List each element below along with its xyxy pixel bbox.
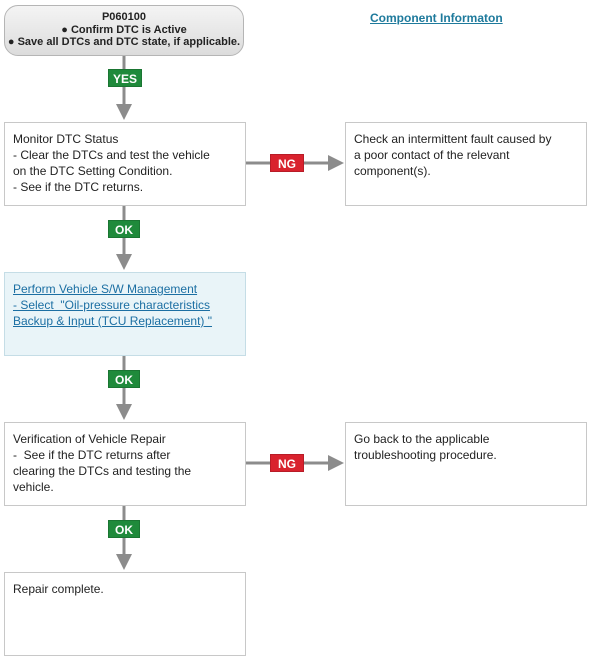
go-back-box [345,422,587,506]
arrowhead-start-monitor [116,104,132,120]
sw-management-line-1[interactable]: - Select "Oil-pressure characteristics [13,298,210,312]
go-back-line-1: Go back to the applicable [354,432,490,446]
monitor-title: Monitor DTC Status [13,132,119,146]
intermittent-line-3: component(s). [354,164,431,178]
intermittent-line-1: Check an intermittent fault caused by [354,132,552,146]
dtc-code: P060100 [101,11,147,23]
verification-line-2: clearing the DTCs and testing the [13,464,192,478]
repair-complete-box [4,572,246,656]
start-bullet-2: ● Save all DTCs and DTC state, if applicable. [7,36,241,48]
yes-badge: YES [108,69,142,87]
ok-badge-2: OK [108,370,140,388]
verification-box [4,422,246,506]
arrowhead-monitor-sw [116,254,132,270]
monitor-dtc-status-box [4,122,246,206]
verification-line-3: vehicle. [13,480,54,494]
intermittent-fault-box [345,122,587,206]
sw-management-link[interactable]: Perform Vehicle S/W Management [13,282,198,296]
repair-complete-text: Repair complete. [13,582,104,596]
sw-management-box[interactable] [4,272,246,356]
ng-badge-2: NG [270,454,304,472]
arrowhead-sw-verify [116,404,132,420]
monitor-line-2: on the DTC Setting Condition. [13,164,173,178]
verification-line-1: - See if the DTC returns after [13,448,171,462]
ok-badge-3: OK [108,520,140,538]
component-information-link[interactable]: Component Informaton [370,11,503,25]
sw-management-line-2[interactable]: Backup & Input (TCU Replacement) " [13,314,213,328]
arrowhead-monitor-ng [328,155,344,171]
arrowhead-verify-complete [116,554,132,570]
arrowhead-verify-ng [328,455,344,471]
monitor-line-1: - Clear the DTCs and test the vehicle [13,148,210,162]
start-bullet-1: ● Confirm DTC is Active [61,23,187,36]
verification-title: Verification of Vehicle Repair [13,432,166,446]
intermittent-line-2: a poor contact of the relevant [354,148,510,162]
ng-badge-1: NG [270,154,304,172]
monitor-line-3: - See if the DTC returns. [13,180,144,194]
ok-badge-1: OK [108,220,140,238]
go-back-line-2: troubleshooting procedure. [354,448,497,462]
